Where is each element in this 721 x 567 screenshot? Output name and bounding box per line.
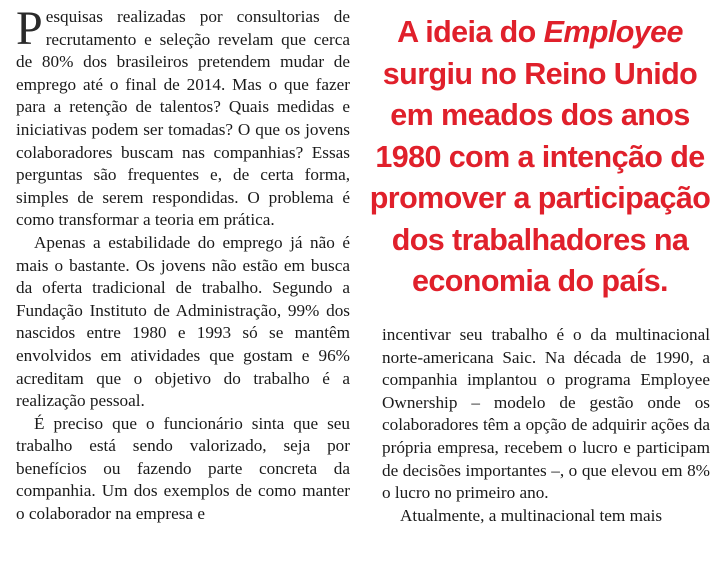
pull-quote-text-after: surgiu no Reino Unido em meados dos anos 1980 com a intenção de promover a participação dos trabalhadores na economia do país. <box>369 56 711 298</box>
pull-quote-emphasis: Employee <box>543 15 683 49</box>
drop-cap: P <box>16 2 43 55</box>
paragraph-4: incentivar seu trabalho é o da multinacional norte-americana Saic. Na década de 1990, a companhia implantou o programa Employee Ownership – modelo de gestão onde os colaboradores têm a opção de adquirir ações da própria empresa, recebem o lucro e participam de decisões importantes –, o que elevou em 8% o lucro no primeiro ano. <box>382 325 710 503</box>
pull-quote-text-before: A ideia do <box>397 15 544 49</box>
article-column-left <box>16 2 350 526</box>
paragraph-1-text: esquisas realizadas por consultorias de recrutamento e seleção revelam que cerca de 80% dos brasileiros pretendem mudar de emprego até o final de 2014. Mas o que fazer para a retenção de talentos? Quais medidas e iniciativas podem ser tomadas? O que os jovens colaboradores buscam nas companhias? Essas perguntas são frequentes e, de certa forma, simples de serem respondidas. O problema é como transformar a teoria em prática. <box>16 7 350 230</box>
pull-quote <box>368 12 712 303</box>
paragraph-5: Atualmente, a multinacional tem mais <box>400 505 663 525</box>
article-column-right <box>382 324 710 527</box>
paragraph-3: É preciso que o funcionário sinta que seu trabalho está sendo valorizado, seja por benefícios ou fazendo parte concreta da companhia. Um dos exemplos de como manter o colaborador na empresa e <box>16 413 350 524</box>
paragraph-1 <box>16 2 350 232</box>
paragraph-2: Apenas a estabilidade do emprego já não é mais o bastante. Os jovens não estão em busca da oferta tradicional de trabalho. Segundo a Fundação Instituto de Administração, 99% dos nascidos entre 1980 e 1993 só se mantêm envolvidos em atividades que gostam e 96% acreditam que o objetivo do trabalho é a realização pessoal. <box>16 232 350 411</box>
